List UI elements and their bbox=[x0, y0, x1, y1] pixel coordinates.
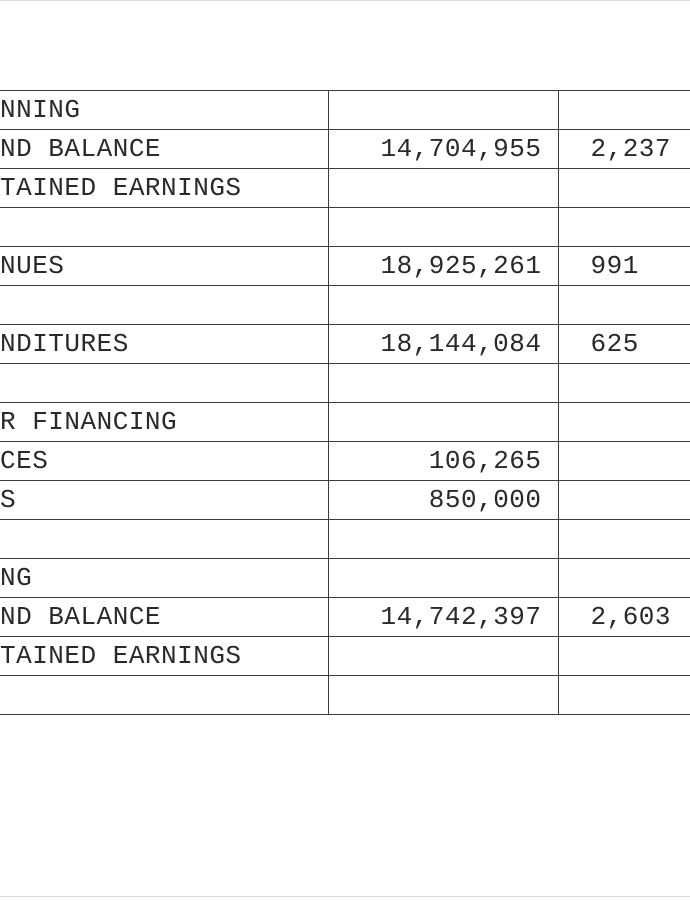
table-row bbox=[0, 559, 690, 598]
row-label bbox=[0, 286, 328, 325]
row-label bbox=[0, 520, 328, 559]
amount-cell-secondary bbox=[558, 481, 690, 520]
amount-cell-secondary: 2,237 bbox=[558, 130, 690, 169]
amount-cell-secondary bbox=[558, 520, 690, 559]
amount-cell-secondary bbox=[558, 169, 690, 208]
amount-cell-secondary bbox=[558, 91, 690, 130]
amount-cell-secondary bbox=[558, 403, 690, 442]
amount-cell bbox=[328, 559, 558, 598]
fund-balance-table bbox=[0, 90, 690, 715]
row-label: NUES bbox=[0, 247, 328, 286]
table-row bbox=[0, 286, 690, 325]
amount-cell-secondary bbox=[558, 364, 690, 403]
table-row bbox=[0, 676, 690, 715]
amount-cell: 14,704,955 bbox=[328, 130, 558, 169]
table-row bbox=[0, 442, 690, 481]
amount-cell: 14,742,397 bbox=[328, 598, 558, 637]
row-label: CES bbox=[0, 442, 328, 481]
row-label bbox=[0, 364, 328, 403]
amount-cell bbox=[328, 364, 558, 403]
table-row bbox=[0, 325, 690, 364]
table-row bbox=[0, 403, 690, 442]
amount-cell-secondary bbox=[558, 208, 690, 247]
amount-cell-secondary bbox=[558, 442, 690, 481]
row-label: ND BALANCE bbox=[0, 130, 328, 169]
row-label bbox=[0, 676, 328, 715]
amount-cell bbox=[328, 91, 558, 130]
amount-cell-secondary bbox=[558, 286, 690, 325]
amount-cell bbox=[328, 208, 558, 247]
amount-cell-secondary: 625 bbox=[558, 325, 690, 364]
row-label: NG bbox=[0, 559, 328, 598]
table-row bbox=[0, 130, 690, 169]
table-row bbox=[0, 637, 690, 676]
row-label: R FINANCING bbox=[0, 403, 328, 442]
amount-cell-secondary: 2,603 bbox=[558, 598, 690, 637]
table-row bbox=[0, 247, 690, 286]
row-label: TAINED EARNINGS bbox=[0, 637, 328, 676]
row-label: TAINED EARNINGS bbox=[0, 169, 328, 208]
page-bottom-edge bbox=[0, 896, 690, 897]
page-top-edge bbox=[0, 0, 690, 1]
table-row bbox=[0, 598, 690, 637]
amount-cell bbox=[328, 169, 558, 208]
amount-cell: 106,265 bbox=[328, 442, 558, 481]
table-row bbox=[0, 520, 690, 559]
amount-cell: 850,000 bbox=[328, 481, 558, 520]
amount-cell bbox=[328, 637, 558, 676]
amount-cell bbox=[328, 676, 558, 715]
row-label: S bbox=[0, 481, 328, 520]
row-label: ND BALANCE bbox=[0, 598, 328, 637]
table-row bbox=[0, 364, 690, 403]
table-row bbox=[0, 91, 690, 130]
row-label: NNING bbox=[0, 91, 328, 130]
table-row bbox=[0, 169, 690, 208]
amount-cell: 18,925,261 bbox=[328, 247, 558, 286]
amount-cell bbox=[328, 286, 558, 325]
row-label: NDITURES bbox=[0, 325, 328, 364]
amount-cell bbox=[328, 520, 558, 559]
amount-cell-secondary bbox=[558, 676, 690, 715]
amount-cell-secondary: 991 bbox=[558, 247, 690, 286]
table-row bbox=[0, 481, 690, 520]
amount-cell: 18,144,084 bbox=[328, 325, 558, 364]
amount-cell-secondary bbox=[558, 637, 690, 676]
amount-cell-secondary bbox=[558, 559, 690, 598]
row-label bbox=[0, 208, 328, 247]
table-row bbox=[0, 208, 690, 247]
amount-cell bbox=[328, 403, 558, 442]
